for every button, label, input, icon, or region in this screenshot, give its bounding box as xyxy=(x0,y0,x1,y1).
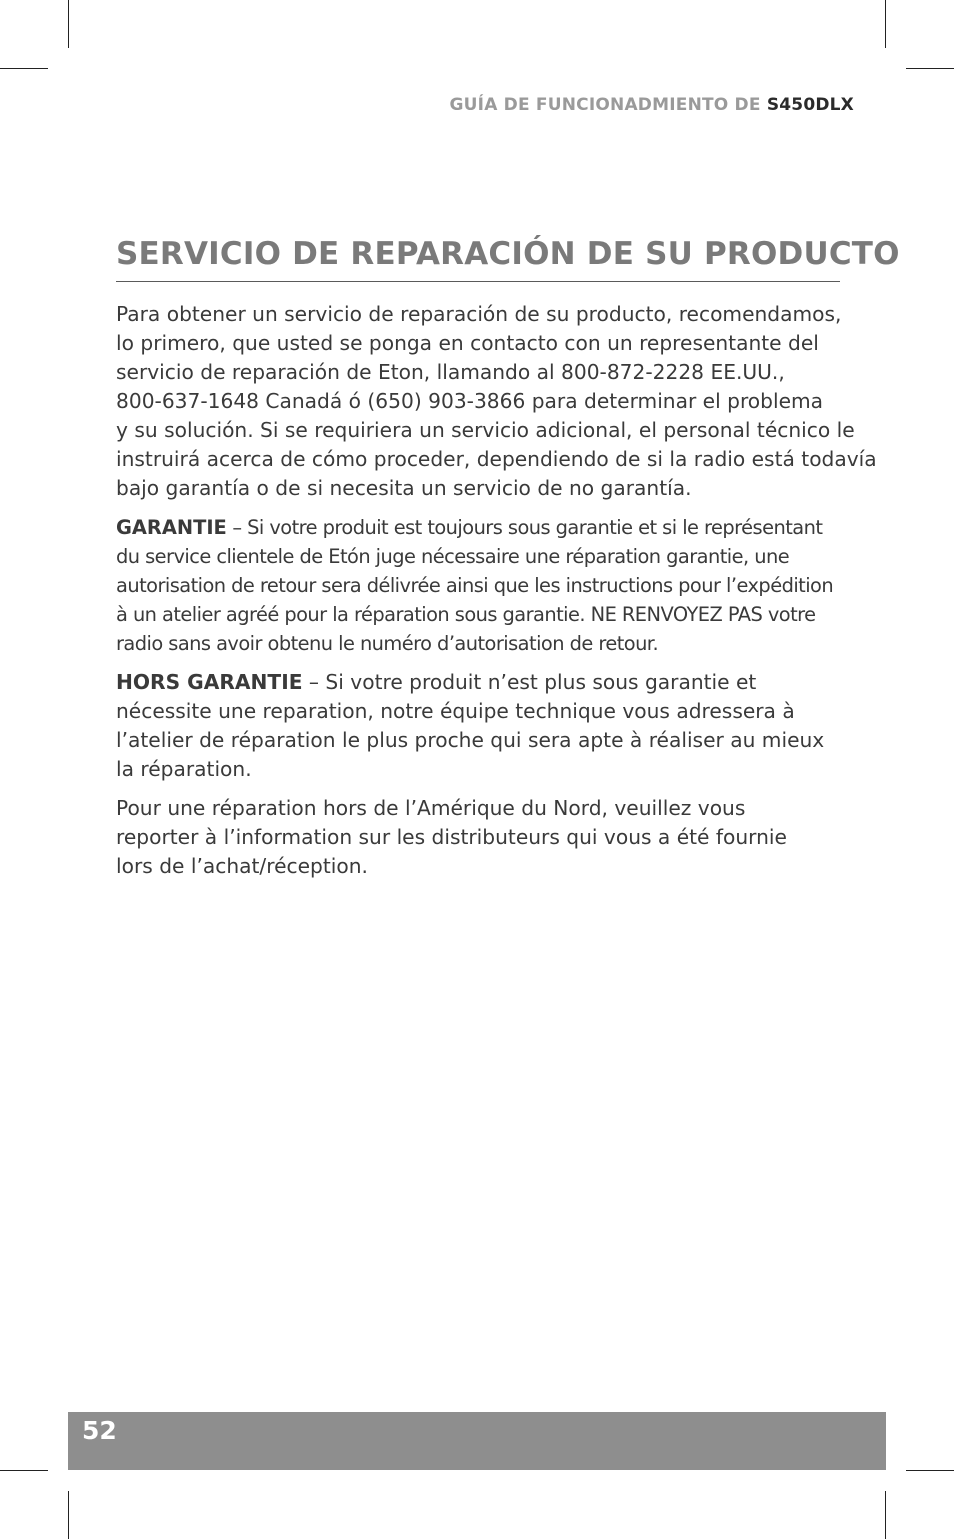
text-line: y su solución. Si se requiriera un servicio adicional, el personal técnico le xyxy=(116,418,855,442)
text-line: radio sans avoir obtenu le numéro d’autorisation de retour. xyxy=(116,632,659,655)
text-line: nécessite une reparation, notre équipe technique vous adressera à xyxy=(116,699,795,723)
text-line: bajo garantía o de si necesita un servicio de no garantía. xyxy=(116,476,692,500)
crop-mark xyxy=(0,1470,48,1471)
running-header xyxy=(450,95,854,115)
text-line xyxy=(116,513,844,542)
section-title: SERVICIO DE REPARACIÓN DE SU PRODUCTO xyxy=(116,236,900,272)
paragraph-intro xyxy=(116,300,877,503)
paragraph-hors-garantie xyxy=(116,668,844,784)
text-line: lo primero, que usted se ponga en contacto con un representante del xyxy=(116,331,819,355)
text-line: servicio de reparación de Eton, llamando al 800-872-2228 EE.UU., xyxy=(116,360,785,384)
crop-mark xyxy=(68,1491,69,1539)
guide-label: GUÍA DE FUNCIONADMIENTO DE xyxy=(449,95,761,115)
text-line xyxy=(116,668,844,697)
text-line: Pour une réparation hors de l’Amérique du Nord, veuillez vous xyxy=(116,796,746,820)
body-content xyxy=(116,300,877,891)
text-line: reporter à l’information sur les distributeurs qui vous a été fournie xyxy=(116,825,787,849)
text-line: à un atelier agréé pour la réparation sous garantie. NE RENVOYEZ PAS votre xyxy=(116,603,816,626)
footer-bar xyxy=(68,1412,886,1470)
text-line: 800-637-1648 Canadá ó (650) 903-3866 para determinar el problema xyxy=(116,389,824,413)
text-line: instruirá acerca de cómo proceder, dependiendo de si la radio está todavía xyxy=(116,447,877,471)
text-line: la réparation. xyxy=(116,757,252,781)
page-number: 52 xyxy=(82,1416,117,1445)
crop-mark xyxy=(906,1470,954,1471)
crop-mark xyxy=(885,1491,886,1539)
crop-mark xyxy=(906,68,954,69)
paragraph-outside-north-america xyxy=(116,794,844,881)
text-line: autorisation de retour sera délivrée ainsi que les instructions pour l’expédition xyxy=(116,574,834,597)
text-fragment: – Si votre produit n’est plus sous garantie et xyxy=(302,670,757,694)
text-line: Para obtener un servicio de reparación de su producto, recomendamos, xyxy=(116,302,842,326)
crop-mark xyxy=(885,0,886,48)
text-line: l’atelier de réparation le plus proche qui sera apte à réaliser au mieux xyxy=(116,728,825,752)
crop-mark xyxy=(0,68,48,69)
lead-garantie: GARANTIE xyxy=(116,516,227,539)
text-line: lors de l’achat/réception. xyxy=(116,854,368,878)
text-fragment: – Si votre produit est toujours sous garantie et si le représentant xyxy=(226,516,823,539)
paragraph-garantie xyxy=(116,513,844,658)
crop-mark xyxy=(68,0,69,48)
text-line: du service clientele de Etón juge nécessaire une réparation garantie, une xyxy=(116,545,790,568)
lead-hors-garantie: HORS GARANTIE xyxy=(116,670,303,694)
model-name: S450DLX xyxy=(766,95,854,115)
title-rule xyxy=(116,281,840,282)
